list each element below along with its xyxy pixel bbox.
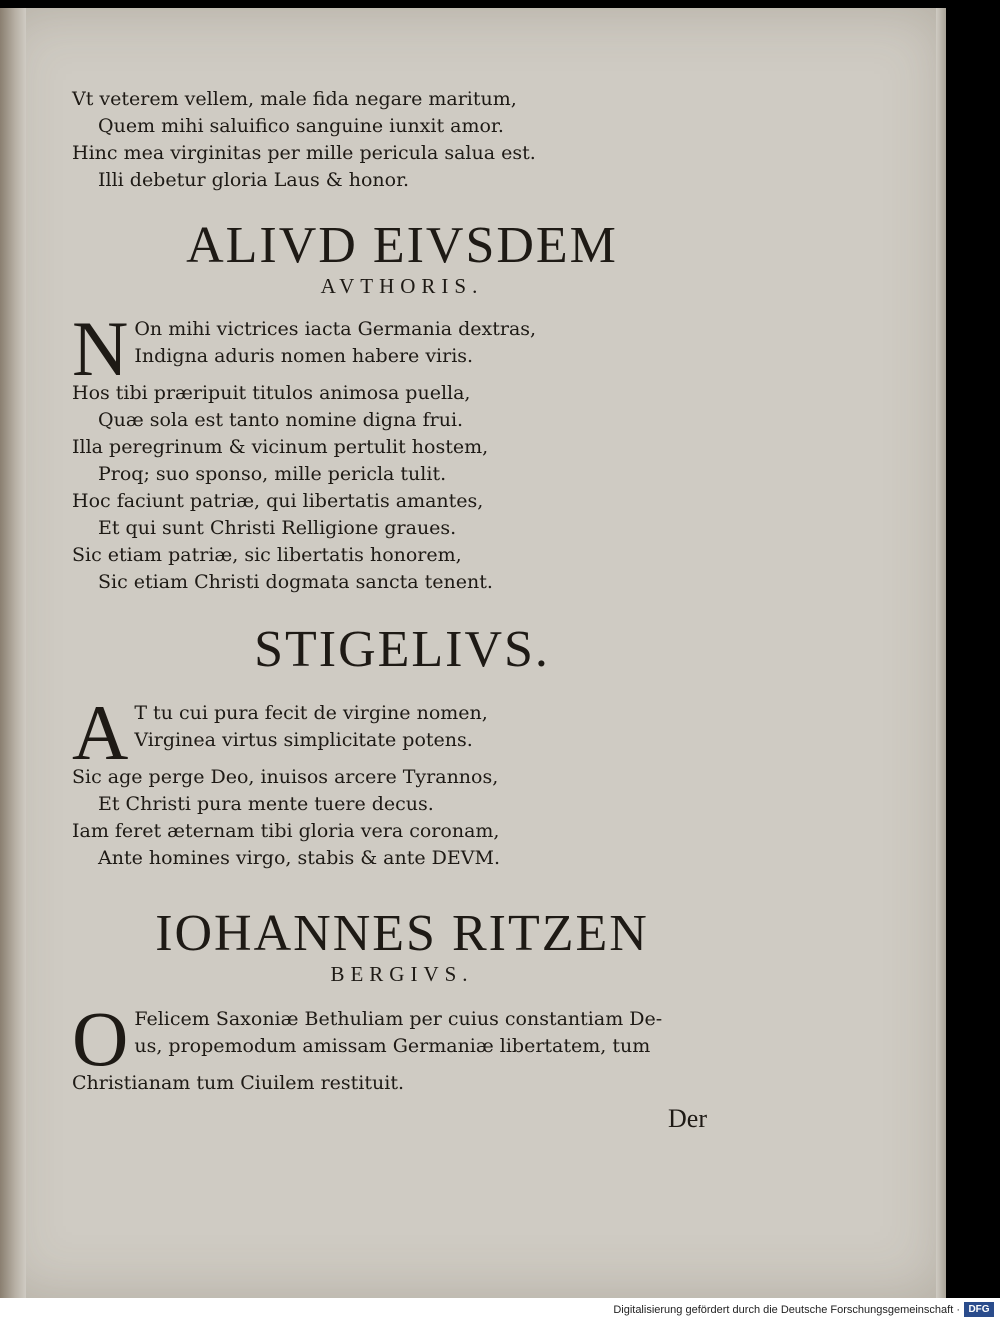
lead-lines: [72, 700, 732, 754]
section-title: IOHANNES RITZEN: [155, 905, 649, 962]
verse-line: Vt veterem vellem, male fida negare maritum,: [72, 88, 517, 110]
verse-line: Ante homines virgo, stabis & ante DEVM.: [98, 847, 500, 869]
prose-line: us, propemodum amissam Germaniæ libertatem, tum: [134, 1035, 651, 1057]
page-text: [72, 86, 732, 1097]
verse-line: Sic etiam Christi dogmata sancta tenent.: [98, 571, 493, 593]
catchword: Der: [668, 1104, 707, 1133]
section-heading: [72, 218, 732, 298]
poem-stanza: [72, 316, 732, 380]
prose-line: Felicem Saxoniæ Bethuliam per cuius constantiam De-: [134, 1008, 663, 1030]
poem-lines: [72, 764, 732, 872]
footer-bar: [0, 1298, 1000, 1323]
page-edge: [936, 8, 946, 1298]
drop-cap: N: [72, 316, 129, 380]
book-page: [0, 8, 946, 1298]
section-title: STIGELIVS.: [254, 621, 550, 678]
verse-line: Virginea virtus simplicitate potens.: [134, 729, 473, 751]
verse-line: Hinc mea virginitas per mille pericula salua est.: [72, 142, 536, 164]
section-subtitle: AVTHORIS.: [320, 274, 484, 298]
verse-line: Illa peregrinum & vicinum pertulit hostem,: [72, 436, 489, 458]
page-binding-shadow: [0, 8, 26, 1298]
verse-line: Et Christi pura mente tuere decus.: [98, 793, 434, 815]
verse-line: Illi debetur gloria Laus & honor.: [98, 169, 410, 191]
footer-credit: Digitalisierung gefördert durch die Deutsche Forschungsgemeinschaft ·: [613, 1304, 960, 1316]
dfg-logo-icon: DFG: [964, 1302, 994, 1317]
verse-line: Indigna aduris nomen habere viris.: [134, 345, 474, 367]
poem-lines: [72, 380, 732, 596]
prose-line: Christianam tum Ciuilem restituit.: [72, 1072, 404, 1094]
verse-line: Sic age perge Deo, inuisos arcere Tyrannos,: [72, 766, 499, 788]
section-heading: [72, 906, 732, 986]
prose-paragraph: [72, 1006, 732, 1097]
opening-verse: [72, 86, 732, 194]
verse-line: Iam feret æternam tibi gloria vera coronam,: [72, 820, 500, 842]
verse-line: T tu cui pura fecit de virgine nomen,: [134, 702, 488, 724]
lead-lines: [72, 316, 732, 370]
verse-line: Et qui sunt Christi Relligione graues.: [98, 517, 457, 539]
verse-line: Hos tibi præripuit titulos animosa puella,: [72, 382, 471, 404]
section-subtitle: BERGIVS.: [330, 962, 474, 986]
verse-line: Proq; suo sponso, mille pericla tulit.: [98, 463, 447, 485]
section-heading: [72, 622, 732, 678]
verse-line: Quem mihi saluifico sanguine iunxit amor.: [98, 115, 504, 137]
section-title: ALIVD EIVSDEM: [186, 217, 618, 274]
verse-line: Quæ sola est tanto nomine digna frui.: [98, 409, 464, 431]
verse-line: Hoc faciunt patriæ, qui libertatis amantes,: [72, 490, 484, 512]
poem-stanza: [72, 700, 732, 764]
verse-line: On mihi victrices iacta Germania dextras,: [134, 318, 537, 340]
verse-line: Sic etiam patriæ, sic libertatis honorem,: [72, 544, 462, 566]
drop-cap: A: [72, 700, 129, 764]
drop-cap: O: [72, 1006, 129, 1082]
